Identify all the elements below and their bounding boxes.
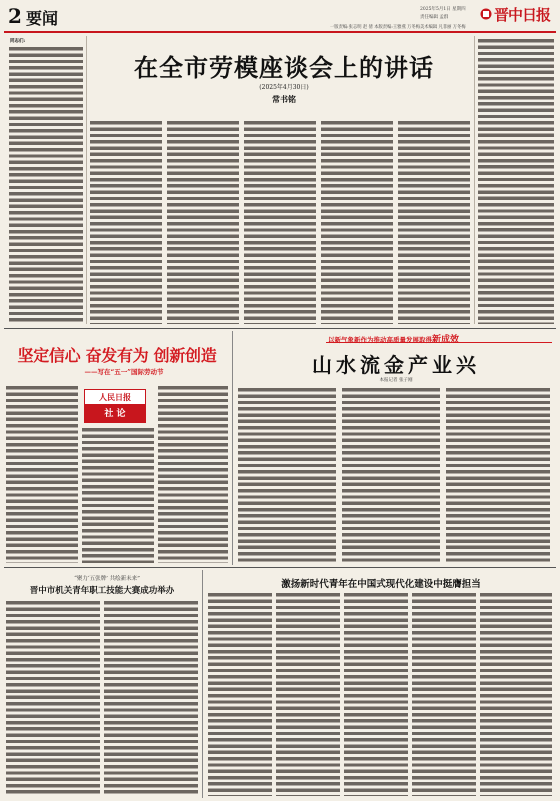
bottom-left-col2	[104, 600, 198, 796]
col-f	[398, 120, 470, 324]
bottom-right-col2	[276, 592, 340, 796]
top-date: (2025年4月30日)	[259, 84, 309, 91]
mid-left-col2	[82, 427, 154, 563]
kicker-highlight: 新成效	[432, 335, 460, 345]
header-edition: 责任编辑 孟群	[420, 15, 449, 20]
header-date: 2025年5月1日 星期四	[420, 7, 466, 12]
mid-right-kicker	[328, 332, 548, 345]
col-d	[244, 120, 316, 324]
mid-right-col1	[238, 387, 336, 563]
bottom-left-title: 晋中市机关青年职工技能大赛成功举办	[29, 586, 175, 596]
kicker-prefix: 以新气象新作为推动高质量发展取得	[328, 336, 432, 344]
mid-right-col2	[342, 387, 440, 563]
top-article	[4, 36, 556, 326]
paper-name: 晋中日报	[494, 5, 551, 24]
intro-label: 同志们:	[10, 39, 26, 44]
mid-right-col3	[446, 387, 550, 563]
editorial-badge	[84, 389, 146, 423]
bottom-right-article	[206, 570, 556, 798]
col-b	[90, 120, 162, 324]
mid-left-col1	[6, 385, 78, 563]
header-editors: 一版责编:张志明 赵 倩 本版责编:王雅燕 万冬梅	[330, 25, 420, 30]
col-a	[9, 46, 83, 324]
paper-logo	[480, 3, 554, 25]
bottom-left-kicker: “聚力‘五张牌’ 共绘新未来”	[74, 576, 140, 582]
bottom-left-col1	[6, 600, 100, 796]
mid-right-title: 山水流金产业兴	[312, 353, 480, 377]
mid-right-byline: 本报记者 张子刚	[379, 378, 413, 383]
mid-left-title: 坚定信心 奋发有为 创新创造	[17, 346, 217, 365]
bottom-right-title: 激扬新时代青年在中国式现代化建设中挺膺担当	[281, 579, 481, 590]
mid-left-col3	[158, 385, 228, 563]
top-title: 在全市劳模座谈会上的讲话	[134, 54, 434, 82]
section-name: 要闻	[26, 9, 59, 28]
badge-bottom: 社 论	[104, 409, 126, 419]
mid-right-article	[236, 331, 556, 565]
bottom-right-col4	[412, 592, 476, 796]
bottom-right-col1	[208, 592, 272, 796]
col-right	[478, 38, 554, 324]
page-header	[0, 0, 560, 34]
page-number: 2	[8, 4, 22, 28]
bottom-right-col3	[344, 592, 408, 796]
badge-top: 人民日报	[99, 392, 131, 402]
mid-left-article	[4, 331, 230, 565]
top-author: 常书铭	[272, 94, 296, 104]
col-c	[167, 120, 239, 324]
bottom-left-article	[4, 570, 200, 798]
bottom-right-col5	[480, 592, 552, 796]
header-designer: 美术编辑 凡菲丽 万冬梅	[420, 25, 466, 30]
paper-logo-emblem	[480, 7, 492, 21]
col-e	[321, 120, 393, 324]
mid-left-subtitle: ——写在“五一”国际劳动节	[84, 368, 164, 376]
